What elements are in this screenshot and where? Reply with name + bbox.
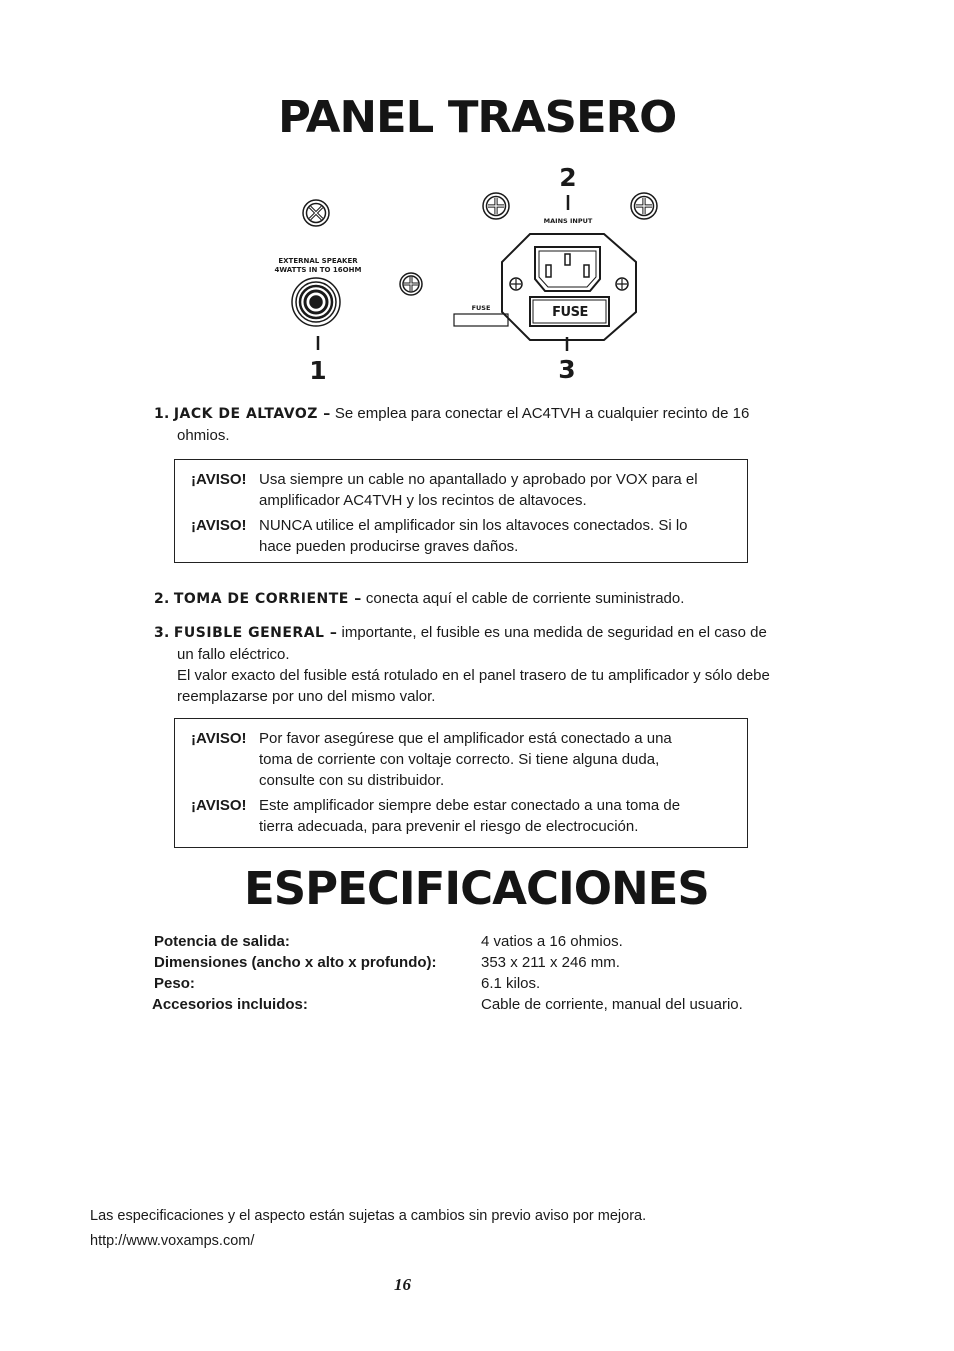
- item-heading: JACK DE ALTAVOZ –: [173, 406, 331, 422]
- warning-text: hace pueden producirse graves daños.: [259, 538, 519, 555]
- screw-icon: [400, 273, 422, 295]
- ext-speaker-label-2: 4WATTS IN TO 16OHM: [274, 266, 362, 274]
- item-number: 2.: [154, 591, 170, 607]
- item-heading: TOMA DE CORRIENTE –: [173, 591, 362, 607]
- item-fuse: [154, 622, 834, 707]
- speaker-jack-icon: [292, 278, 340, 326]
- screw-icon: [631, 193, 657, 219]
- warning: [175, 515, 747, 557]
- item-text: conecta aquí el cable de corriente suministrado.: [365, 590, 685, 607]
- spec-value: 6.1 kilos.: [481, 975, 541, 992]
- item-text-continued: un fallo eléctrico.: [177, 646, 290, 663]
- fuse-rating-box: [454, 314, 508, 326]
- spec-value: 353 x 211 x 246 mm.: [481, 954, 620, 971]
- mains-input-label: MAINS INPUT: [543, 217, 593, 225]
- warning-text: NUNCA utilice el amplificador sin los altavoces conectados. Si lo: [259, 517, 688, 534]
- screw-icon: [303, 200, 329, 226]
- warning-box: [174, 718, 748, 848]
- warning-text: Usa siempre un cable no apantallado y aprobado por VOX para el: [259, 471, 698, 488]
- spec-value: 4 vatios a 16 ohmios.: [481, 933, 623, 950]
- warning-text: toma de corriente con voltaje correcto. Si tiene alguna duda,: [259, 751, 660, 768]
- callout-2: 2: [559, 163, 577, 192]
- warning-text: Por favor asegúrese que el amplificador está conectado a una: [259, 730, 672, 747]
- warning-text: tierra adecuada, para prevenir el riesgo de electrocución.: [259, 818, 639, 835]
- specs-title: ESPECIFICACIONES: [244, 862, 709, 915]
- warning: [175, 728, 747, 791]
- spec-key: Dimensiones (ancho x alto x profundo):: [154, 954, 437, 971]
- warning-label: ¡AVISO!: [191, 517, 247, 534]
- item-text: Se emplea para conectar el AC4TVH a cualquier recinto de 16: [334, 405, 750, 422]
- callout-1: 1: [309, 356, 327, 385]
- item-text-continued: El valor exacto del fusible está rotulado en el panel trasero de tu amplificador y sólo debe: [177, 667, 770, 684]
- item-number: 3.: [154, 625, 170, 641]
- rear-panel-diagram: [250, 160, 690, 390]
- fuse-small-label: FUSE: [471, 304, 491, 312]
- item-number: 1.: [154, 406, 170, 422]
- item-power-inlet: [154, 588, 834, 610]
- spec-key: Potencia de salida:: [154, 933, 290, 950]
- warning-text: amplificador AC4TVH y los recintos de altavoces.: [259, 492, 587, 509]
- fuse-drawer-label: FUSE: [552, 305, 588, 320]
- spec-key: Accesorios incluidos:: [152, 996, 308, 1013]
- item-text-continued: ohmios.: [177, 427, 230, 444]
- warning-text: Este amplificador siempre debe estar conectado a una toma de: [259, 797, 681, 814]
- spec-value: Cable de corriente, manual del usuario.: [481, 996, 743, 1013]
- item-speaker-jack: [154, 403, 834, 446]
- warning: [175, 795, 747, 837]
- warning-text: consulte con su distribuidor.: [259, 772, 445, 789]
- spec-key: Peso:: [154, 975, 195, 992]
- callout-3: 3: [558, 355, 576, 384]
- item-text: importante, el fusible es una medida de seguridad en el caso de: [341, 624, 767, 641]
- warning-label: ¡AVISO!: [191, 730, 247, 747]
- panel-title: PANEL TRASERO: [278, 92, 677, 143]
- warning: [175, 469, 747, 511]
- mains-input-socket-icon: [502, 234, 636, 340]
- page-number: 16: [394, 1275, 411, 1294]
- ext-speaker-label-1: EXTERNAL SPEAKER: [278, 257, 358, 265]
- item-text-continued: reemplazarse por uno del mismo valor.: [177, 688, 436, 705]
- item-heading: FUSIBLE GENERAL –: [173, 625, 338, 641]
- footer-note: Las especificaciones y el aspecto están sujetas a cambios sin previo aviso por mejora.: [90, 1208, 647, 1224]
- screw-icon: [483, 193, 509, 219]
- warning-label: ¡AVISO!: [191, 471, 247, 488]
- warning-label: ¡AVISO!: [191, 797, 247, 814]
- warning-box: [174, 459, 748, 563]
- footer-url[interactable]: http://www.voxamps.com/: [90, 1233, 255, 1249]
